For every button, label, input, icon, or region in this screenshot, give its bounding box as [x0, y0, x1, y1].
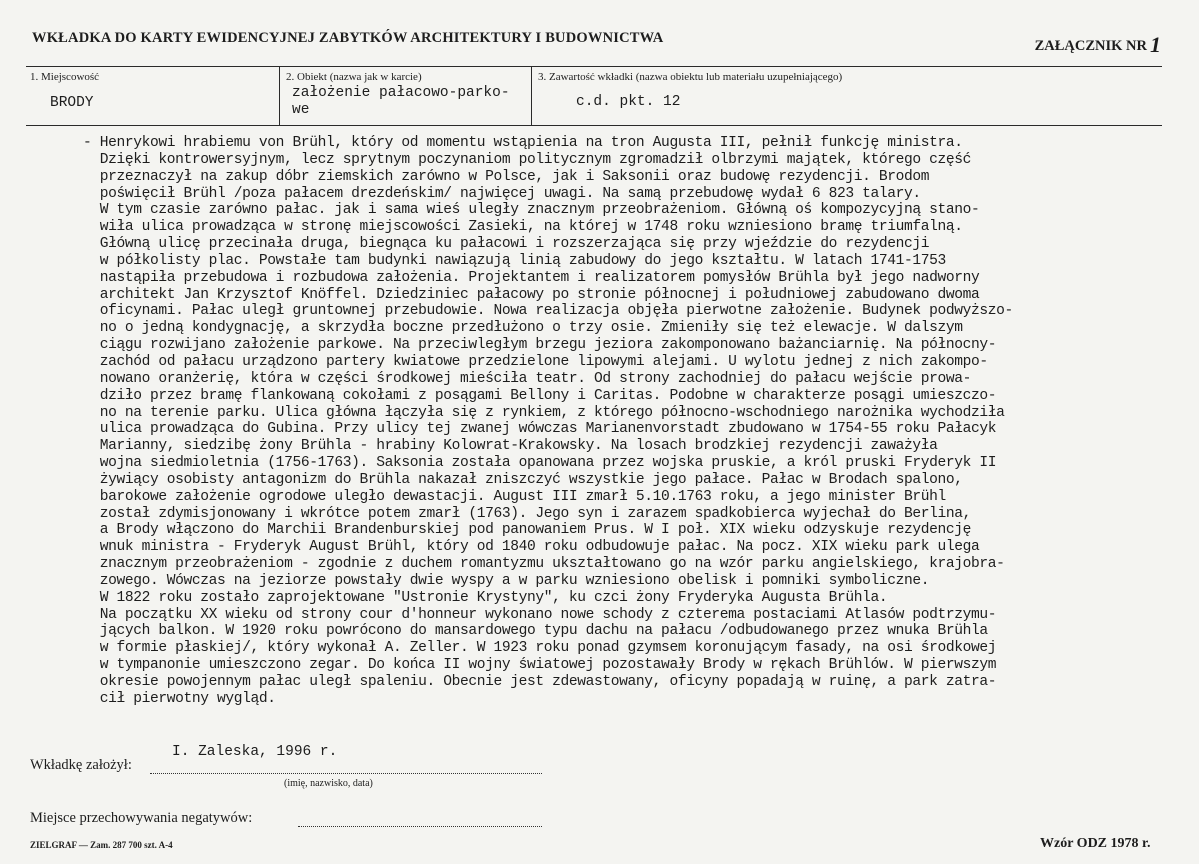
printer-imprint: ZIELGRAF — Zam. 287 700 szt. A-4	[30, 840, 173, 850]
column-divider-1	[279, 66, 280, 126]
place-label: 1. Miejscowość	[30, 71, 100, 83]
contents-label: 3. Zawartość wkładki (nazwa obiektu lub materiału uzupełniającego)	[538, 71, 843, 83]
annex-number	[1035, 30, 1161, 56]
annex-label: ZAŁĄCZNIK NR	[1034, 38, 1147, 54]
object-label: 2. Obiekt (nazwa jak w karcie)	[286, 71, 422, 83]
founder-value: I. Zaleska, 1996 r.	[172, 744, 338, 760]
founder-line	[150, 773, 542, 774]
column-divider-2	[531, 66, 532, 126]
founder-hint: (imię, nazwisko, data)	[284, 778, 373, 789]
form-model: Wzór ODZ 1978 r.	[1040, 836, 1151, 851]
table-bottom-rule	[26, 125, 1162, 126]
storage-label: Miejsce przechowywania negatywów:	[30, 810, 253, 826]
founder-label: Wkładkę założył:	[30, 757, 132, 773]
table-top-rule	[26, 66, 1162, 67]
description-text: - Henrykowi hrabiemu von Brühl, który od momentu wstąpienia na tron Augusta III, pełnił funkcję ministra. Dzięki kontrowersyjnym, lecz sprytnym poczynaniom politycznym zgromadził olbrzymi majątek, którego część przeznaczył na zakup dóbr ziemskich zarówno w Polsce, jak i Saksonii oraz budowę rezydencji. Brodom poświęcił Brühl /poza pałacem drezdeńskim/ najwięcej uwagi. Na samą przebudowę wydał 6 823 talary. W tym czasie zarówno pałac. jak i sama wieś uległy znacznym przeobrażeniom. Główną oś kompozycyjną stano- wiła ulica prowadząca w stronę miejscowości Zasieki, na której w 1748 roku wzniesiono bramę triumfalną. Główną ulicę przecinała druga, biegnąca ku pałacowi i rozszerzająca się przy wjeździe do rezydencji w półkolisty plac. Powstałe tam budynki nawiązują linią zabudowy do jego kształtu. W latach 1741-1753 nastąpiła przebudowa i rozbudowa założenia. Projektantem i realizatorem pomysłów Brühla był jego nadworny architekt Jan Krzysztof Knöffel. Dziedziniec pałacowy po stronie północnej i południowej zabudowano dwoma oficynami. Pałac uległ gruntownej przebudowie. Nowa realizacja objęła pierwotne założenie. Budynek podwyższo- no o jedną kondygnację, a skrzydła boczne przedłużono o trzy osie. Zmieniły się też elewacje. W dalszym ciągu rozwijano założenie parkowe. Na przeciwległym brzegu jeziora zakomponowano bażanciarnię. Na północny- zachód od pałacu urządzono partery kwiatowe przedzielone lipowymi alejami. U wylotu jednej z nich zakompo- nowano oranżerię, która w części środkowej mieściła teatr. Od strony zachodniej do pałacu wejście prowa- dziło przez bramę flankowaną cokołami z posągami Bellony i Caritas. Podobne w charakterze posągi umieszczo- no na terenie parku. Ulica główna łączyła się z rynkiem, z którego północno-wschodniego narożnika wychodziła ulica prowadząca do Gubina. Przy ulicy tej zwanej wówczas Marianenvorstadt zbudowano w 1754-55 roku Pałacyk Marianny, siedzibę żony Brühla - hrabiny Kolowrat-Krakowsky. Na losach brodzkiej rezydencji zaważyła wojna siedmioletnia (1756-1763). Saksonia została opanowana przez wojska pruskie, a król pruski Fryderyk II żywiący osobisty antagonizm do Brühla nakazał zniszczyć wszystkie jego pałace. Pałac w Brodach spalono, barokowe założenie ogrodowe uległo dewastacji. August III zmarł 5.10.1763 roku, a jego minister Brühl został zdymisjonowany i wkrótce potem zmarł (1763). Jego syn i zarazem spadkobierca wyjechał do Berlina, a Brody włączono do Marchii Brandenburskiej pod panowaniem Prus. W I poł. XIX wieku odzyskuje rezydencję wnuk ministra - Fryderyk August Brühl, który od 1840 roku odbudowuje pałac. Na pocz. XIX wieku park ulega znacznym przeobrażeniom - zgodnie z duchem romantyzmu ukształtowano go na wzór parku angielskiego, krajobra- zowego. Wówczas na jeziorze powstały dwie wyspy a w parku wzniesiono obelisk i pomniki symboliczne. W 1822 roku zostało zaprojektowane "Ustronie Krystyny", ku czci żony Fryderyka Augusta Brühla. Na początku XX wieku od strony cour d'honneur wykonano nowe schody z czterema postaciami Atlasów podtrzymu- jących balkon. W 1920 roku powrócono do mansardowego typu dachu na pałacu /odbudowanego przez wnuka Brühla w formie płaskiej/, który wykonał A. Zeller. W 1923 roku ponad gzymsem koronującym fasady, na osi środkowej w tympanonie umieszczono zegar. Do końca II wojny światowej pozostawały Brody w rękach Brühlów. W pierwszym okresie powojennym pałac uległ spaleniu. Obecnie jest zdewastowany, oficyny popadają w ruinę, a park zatra- cił pierwotny wygląd.	[83, 135, 1013, 707]
object-value: założenie pałacowo-parko- we	[292, 85, 510, 118]
place-value: BRODY	[50, 95, 94, 111]
annex-number-value: 1	[1150, 32, 1161, 57]
contents-value: c.d. pkt. 12	[576, 94, 681, 110]
form-title: WKŁADKA DO KARTY EWIDENCYJNEJ ZABYTKÓW ARCHITEKTURY I BUDOWNICTWA	[32, 30, 664, 46]
storage-line	[298, 826, 542, 827]
